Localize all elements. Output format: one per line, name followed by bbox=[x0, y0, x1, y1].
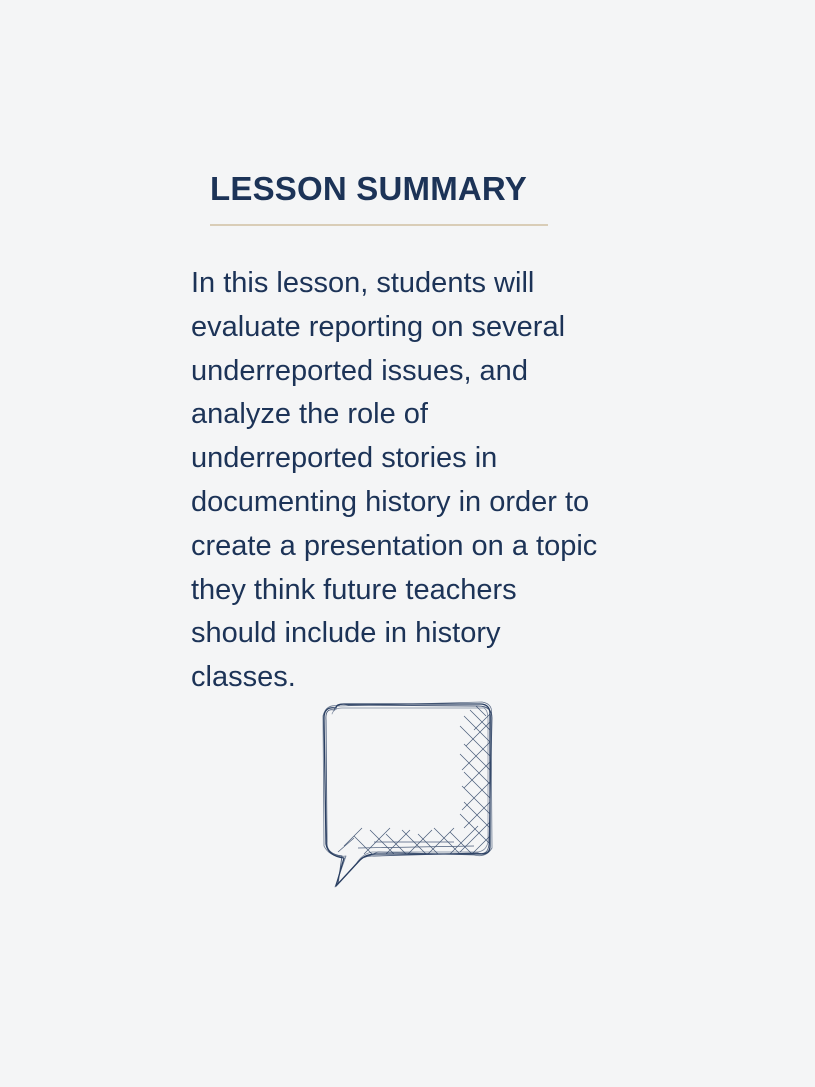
summary-line: classes. bbox=[191, 661, 296, 694]
speech-bubble-icon bbox=[314, 696, 504, 891]
summary-paragraph bbox=[191, 262, 651, 700]
summary-line: create a presentation on a topic bbox=[191, 529, 598, 562]
summary-line: documenting history in order to bbox=[191, 485, 590, 518]
summary-line: analyze the role of bbox=[191, 398, 428, 431]
summary-line: they think future teachers bbox=[191, 573, 517, 606]
summary-line: underreported stories in bbox=[191, 442, 498, 475]
summary-line: should include in history bbox=[191, 617, 501, 650]
summary-line: evaluate reporting on several bbox=[191, 310, 566, 343]
summary-line: In this lesson, students will bbox=[191, 267, 535, 299]
summary-line: underreported issues, and bbox=[191, 354, 528, 387]
heading-divider bbox=[210, 224, 548, 226]
lesson-summary-heading: LESSON SUMMARY bbox=[210, 170, 527, 207]
